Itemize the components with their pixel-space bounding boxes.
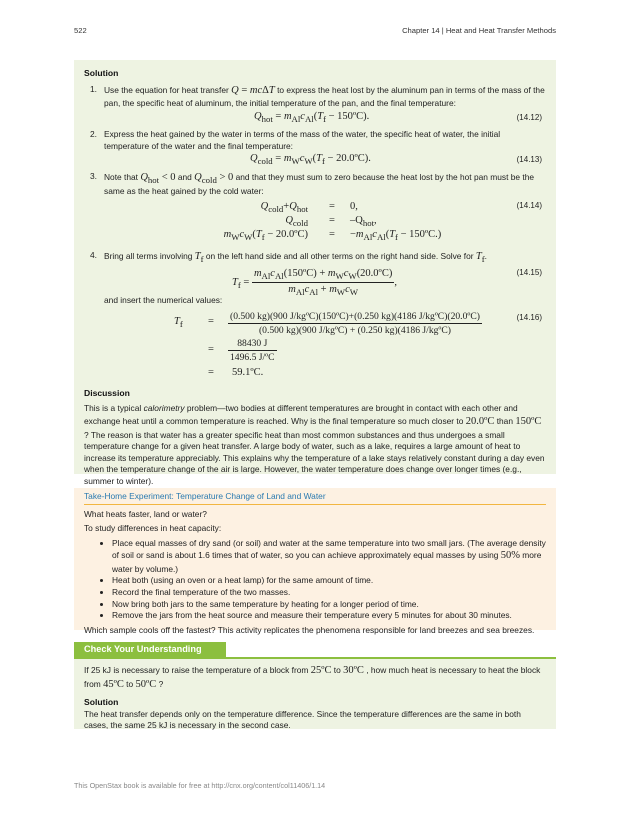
calc-fraction bbox=[228, 310, 482, 337]
step-text: Use the equation for heat transfer bbox=[104, 84, 229, 95]
step-text: Bring all terms involving bbox=[104, 250, 193, 261]
inline-temperature: 45ºC bbox=[103, 679, 124, 691]
calc-rel: = bbox=[208, 315, 214, 327]
equation-body: $Q_{cold} = m_Wc_W(T_f$ − 20.0ºC). bbox=[250, 153, 371, 167]
discussion-paragraph bbox=[84, 403, 546, 487]
equation-14-14 bbox=[104, 200, 546, 246]
check-solution-text: The heat transfer depends only on the temperature difference. Since the temperature differences are the same in both cases, the same 25 kJ is necessary in the second case. bbox=[84, 708, 521, 731]
list-item: • Remove the jars from the heat source and measure their temperature every 5 minutes for about 30 minutes. bbox=[112, 610, 546, 622]
calc-denominator: (0.500 kg)(900 J/kgºC) + (0.250 kg)(4186 J/kgºC) bbox=[258, 324, 451, 336]
calc-denominator: 1496.5 J/ºC bbox=[230, 351, 275, 363]
step-text: and bbox=[177, 172, 192, 183]
question-text: to bbox=[333, 665, 341, 675]
step-4 bbox=[84, 250, 546, 380]
calc-fraction-2 bbox=[228, 337, 277, 364]
check-solution-heading: Solution bbox=[84, 696, 119, 707]
solution-steps bbox=[84, 84, 546, 380]
list-item: • Heat both (using an oven or a heat lamp) for the same amount of time. bbox=[112, 575, 546, 587]
take-home-experiment-box bbox=[74, 488, 556, 635]
list-item: • Record the final temperature of the two masses. bbox=[112, 587, 546, 599]
equation-14-15 bbox=[104, 265, 546, 298]
calc-lhs: $T_f$ bbox=[174, 315, 183, 329]
equation-body: $T_f$ = $\frac{m_{Al}c_{Al}(150ºC) + m_Wc_W(20.0ºC)}{m_{Al}c_{Al} + m_Wc_W}$ , bbox=[232, 268, 397, 298]
take-home-question: What heats faster, land or water? bbox=[84, 508, 207, 519]
inline-temperature: 20.0ºC bbox=[465, 416, 495, 428]
take-home-intro: To study differences in heat capacity: bbox=[84, 523, 222, 534]
aligned-row: $Q_{cold}$ = $-Q_{hot}$, bbox=[285, 214, 377, 228]
step-text: on the left hand side and all other terms on the right hand side. Solve for bbox=[205, 250, 474, 261]
discussion-heading: Discussion bbox=[84, 387, 130, 398]
step-3 bbox=[84, 171, 546, 246]
list-text: more water by volume.) bbox=[112, 550, 542, 574]
take-home-closing: Which sample cools off the fastest? This activity replicates the phenomena responsible for land breezes and sea breezes. bbox=[84, 624, 535, 635]
inline-variable: $T_f$ bbox=[194, 250, 204, 264]
inline-equation: Q = mcΔT bbox=[231, 84, 275, 96]
list-text: Place equal masses of dry sand (or soil) and water at the same temperature into two small jars. (The average density of soil or sand is about 1.6 times that of water, so you can achieve approximately equal masses by using bbox=[112, 537, 546, 561]
discussion-text: problem—two bodies at different temperatures are brought in contact with each other and exchange heat until a common temperature is reached. Why is the final temperature so much closer to bbox=[84, 403, 518, 427]
discussion-text: than bbox=[496, 416, 513, 427]
take-home-list bbox=[84, 538, 546, 622]
equation-number: (14.13) bbox=[516, 155, 542, 165]
inline-inequality: $Q_{cold} > 0$ bbox=[194, 172, 234, 186]
inline-temperature: 50ºC bbox=[135, 679, 157, 691]
page-footer: This OpenStax book is available for free at http://cnx.org/content/col11406/1.14 bbox=[74, 781, 326, 790]
equation-number: (14.14) bbox=[516, 200, 542, 210]
step-1 bbox=[84, 84, 546, 129]
equation-body: $Q_{hot} = m_{Al}c_{Al}(T_f$ − 150ºC). bbox=[254, 110, 370, 125]
step-text: to express the heat lost by the aluminum pan in terms of the mass of the pan, the specific heat of aluminum, the initial temperature of the pan, and the final temperature: bbox=[104, 84, 545, 109]
solution-heading: Solution bbox=[84, 68, 119, 78]
step-text: Note that bbox=[104, 172, 138, 183]
calc-rel: = bbox=[208, 343, 214, 355]
check-understanding-header bbox=[74, 642, 556, 659]
insert-values-text: and insert the numerical values: bbox=[104, 295, 223, 306]
inline-temperature: 30ºC bbox=[343, 665, 364, 676]
step-number: 2. bbox=[90, 128, 97, 139]
calc-numerator: (0.500 kg)(900 J/kgºC)(150ºC)+(0.250 kg)(4186 J/kgºC)(20.0ºC) bbox=[228, 310, 482, 324]
calc-numerator: 88430 J bbox=[228, 337, 277, 351]
calc-rel: = bbox=[208, 366, 214, 378]
step-text: and that they must sum to zero because the heat lost by the hot pan must be the same as the heat gained by the cold water: bbox=[104, 172, 535, 197]
equation-number: (14.15) bbox=[516, 268, 542, 278]
step-number: 3. bbox=[90, 171, 97, 182]
question-text: ? bbox=[158, 679, 164, 690]
question-text: If 25 kJ is necessary to raise the temperature of a block from bbox=[84, 665, 309, 675]
step-number: 1. bbox=[90, 83, 97, 94]
calc-result: 59.1ºC. bbox=[232, 366, 264, 378]
take-home-title: Take-Home Experiment: Temperature Change of Land and Water bbox=[84, 491, 546, 505]
equation-14-12 bbox=[104, 110, 546, 129]
question-text: to bbox=[126, 679, 134, 690]
chapter-header: Chapter 14 | Heat and Heat Transfer Methods bbox=[402, 26, 556, 35]
step-2 bbox=[84, 129, 546, 171]
step-text: Express the heat gained by the water in terms of the mass of the water, the specific heat of water, the initial temperature of the water and the final temperature: bbox=[104, 128, 501, 151]
equation-14-16 bbox=[104, 310, 546, 380]
discussion-text: ? The reason is that water has a greater specific heat than most common substances and thus undergoes a small temperature change for a given heat transfer. A large body of water, such as a lake, requires a large amount of heat to increase its temperature appreciably. This explains why the temperature of a lake stays relatively constant during a day even when the temperature change of the air is large. However, the water temperature does change over longer times (e.g., summer to winter). bbox=[84, 429, 545, 486]
inline-variable: $T_f$ bbox=[475, 250, 485, 264]
step-number: 4. bbox=[90, 249, 97, 260]
discussion-italic: calorimetry bbox=[143, 403, 185, 414]
inline-inequality: $Q_{hot} < 0$ bbox=[140, 172, 176, 186]
equation-number: (14.16) bbox=[516, 312, 542, 322]
check-question bbox=[84, 664, 546, 693]
inline-temperature: 150ºC bbox=[515, 416, 542, 428]
page-number: 522 bbox=[74, 26, 87, 35]
example-box bbox=[74, 60, 556, 486]
question-text: , how much heat is necessary to heat the block from bbox=[84, 665, 541, 690]
aligned-row: $m_Wc_W(T_f$ − 20.0ºC) = $-m_{Al}c_{Al}(T_f$ − 150ºC.) bbox=[223, 228, 442, 242]
aligned-row: $Q_{cold}+Q_{hot}$ = 0, bbox=[260, 200, 358, 214]
list-item bbox=[112, 538, 546, 576]
list-item: • Now bring both jars to the same temperature by heating for a longer period of time. bbox=[112, 599, 546, 611]
inline-temperature: 25ºC bbox=[310, 665, 332, 676]
equation-number: (14.12) bbox=[516, 112, 542, 122]
discussion-text: This is a typical bbox=[84, 403, 142, 414]
inline-percent: 50% bbox=[500, 550, 520, 562]
equation-14-13 bbox=[104, 152, 546, 171]
check-understanding-box bbox=[74, 659, 556, 729]
check-understanding-tab: Check Your Understanding bbox=[74, 642, 226, 657]
step-text: . bbox=[484, 250, 487, 261]
